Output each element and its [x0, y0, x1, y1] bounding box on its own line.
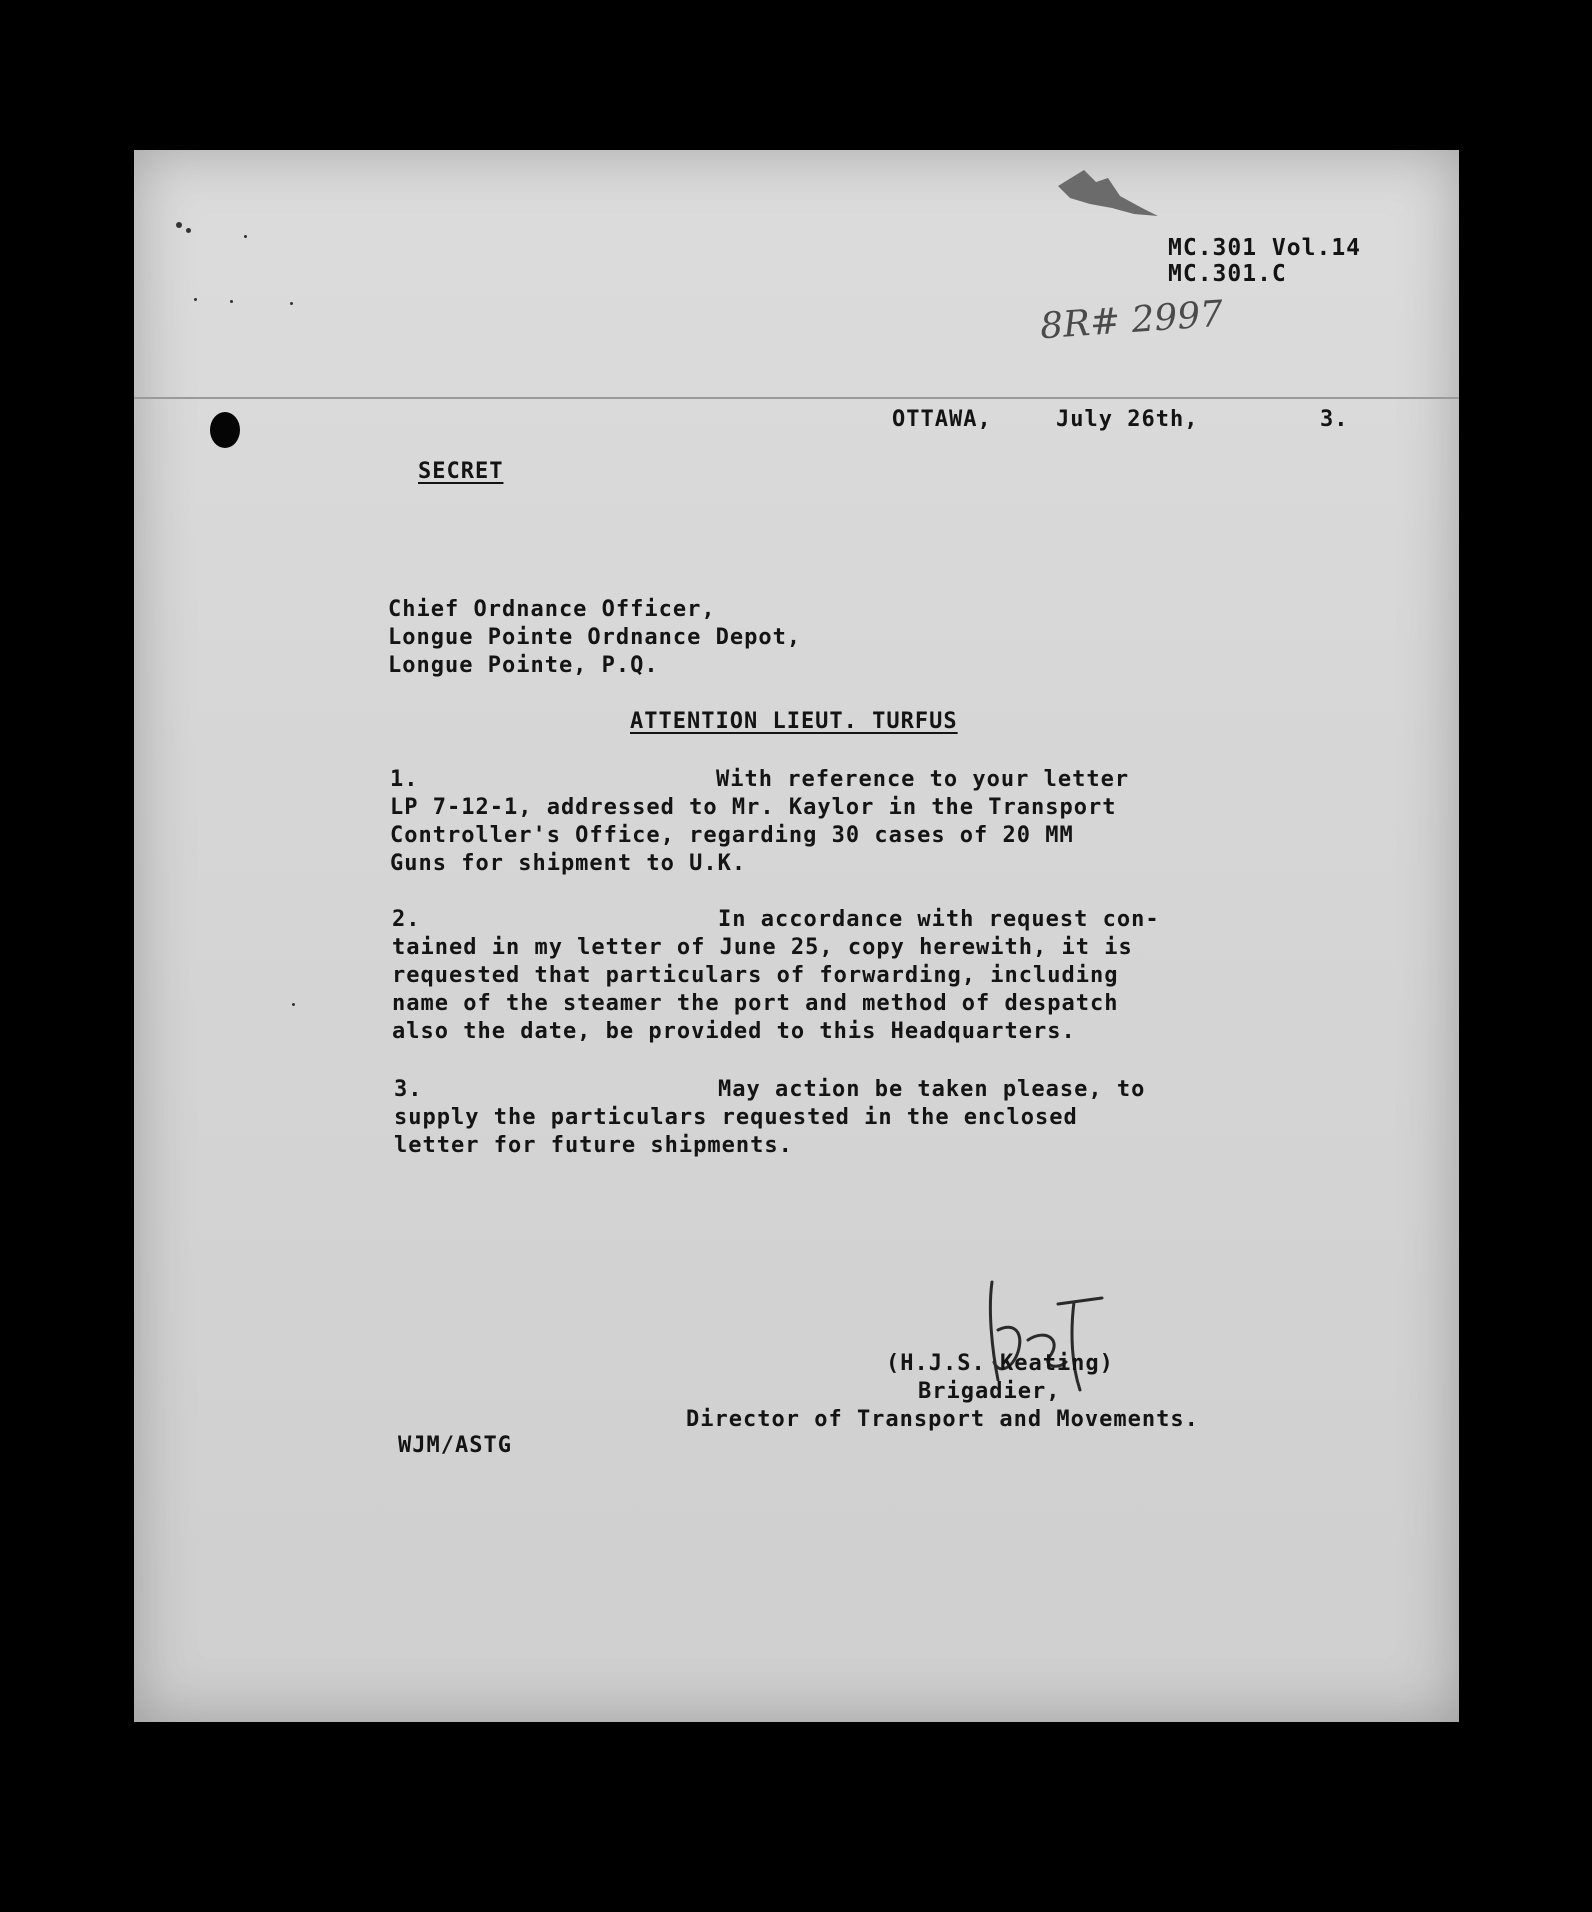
- speck: [186, 228, 191, 233]
- paragraph-line: Guns for shipment to U.K.: [390, 851, 747, 876]
- speck: [230, 300, 233, 303]
- speck: [176, 222, 182, 228]
- file-reference-2: MC.301.C: [1168, 261, 1287, 287]
- place: OTTAWA,: [892, 407, 992, 432]
- classification-heading: SECRET: [418, 459, 504, 484]
- paragraph-line: tained in my letter of June 25, copy herewith, it is: [392, 935, 1133, 960]
- paragraph-line: LP 7-12-1, addressed to Mr. Kaylor in the Transport: [390, 795, 1117, 820]
- typist-initials: WJM/ASTG: [398, 1433, 512, 1458]
- addressee-line: Longue Pointe, P.Q.: [388, 653, 659, 678]
- signatory-name: (H.J.S. Keating): [886, 1351, 1114, 1376]
- paragraph-line: also the date, be provided to this Headquarters.: [392, 1019, 1076, 1044]
- speck: [292, 1003, 295, 1006]
- paragraph-line: Controller's Office, regarding 30 cases of 20 MM: [390, 823, 1074, 848]
- paragraph-line: In accordance with request con-: [718, 907, 1160, 932]
- speck: [194, 298, 197, 301]
- paragraph-number: 1.: [390, 767, 419, 792]
- paragraph-line: requested that particulars of forwarding, including: [392, 963, 1119, 988]
- paragraph-line: supply the particulars requested in the enclosed: [394, 1105, 1078, 1130]
- speck: [244, 235, 247, 238]
- attention-line: ATTENTION LIEUT. TURFUS: [630, 709, 958, 734]
- paragraph-number: 3.: [394, 1077, 423, 1102]
- paragraph-line: May action be taken please, to: [718, 1077, 1146, 1102]
- letter-page: [134, 150, 1459, 1722]
- signatory-rank: Brigadier,: [918, 1379, 1061, 1404]
- addressee-line: Chief Ordnance Officer,: [388, 597, 716, 622]
- date: July 26th,: [1056, 407, 1199, 432]
- paragraph-number: 2.: [392, 907, 421, 932]
- date-suffix: 3.: [1320, 407, 1349, 432]
- ink-blot-mark: [1050, 164, 1170, 234]
- handwritten-reference: 8R# 2997: [1038, 293, 1225, 348]
- addressee-line: Longue Pointe Ordnance Depot,: [388, 625, 802, 650]
- signatory-title: Director of Transport and Movements.: [686, 1407, 1199, 1432]
- paragraph-line: With reference to your letter: [716, 767, 1130, 792]
- fold-line: [134, 397, 1459, 399]
- speck: [290, 302, 293, 305]
- punch-hole: [210, 412, 240, 448]
- paragraph-line: name of the steamer the port and method of despatch: [392, 991, 1119, 1016]
- file-reference-1: MC.301 Vol.14: [1168, 235, 1362, 261]
- paragraph-line: letter for future shipments.: [394, 1133, 793, 1158]
